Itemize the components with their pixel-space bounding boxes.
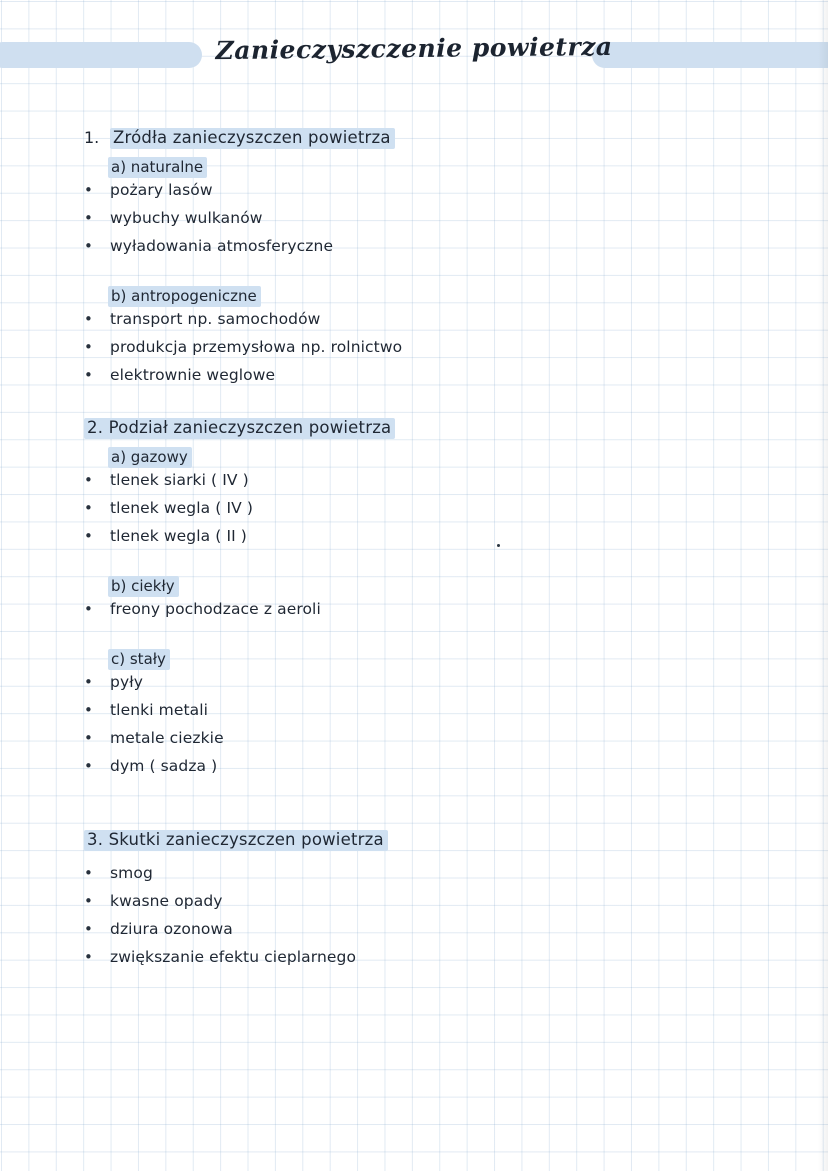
section-3 [84, 830, 724, 966]
bullet-icon: • [84, 757, 93, 776]
section-1-number: 1. [84, 128, 100, 147]
list-item-label: tlenek siarki ( IV ) [110, 470, 249, 489]
notes-content [84, 128, 724, 978]
bullet-icon: • [84, 237, 93, 256]
section-2-sub-c [108, 651, 724, 668]
section-3-title [84, 830, 388, 851]
bullet-icon: • [84, 892, 93, 911]
list-item-label: zwiększanie efektu cieplarnego [110, 948, 357, 967]
section-2-sub-c-label: c) stały [108, 649, 170, 670]
bullet-icon: • [84, 599, 93, 618]
section-1-title: Zródła zanieczyszczen powietrza [110, 128, 395, 149]
list-item [84, 238, 724, 255]
bullet-icon: • [84, 338, 93, 357]
section-1-sub-a-list [84, 182, 724, 255]
list-item [84, 528, 724, 545]
list-item [84, 674, 724, 691]
bullet-icon: • [84, 920, 93, 939]
list-item-label: metale ciezkie [110, 729, 224, 748]
section-2-sub-b [108, 578, 724, 595]
spacer [84, 556, 724, 568]
list-item [84, 182, 724, 199]
title-area [0, 31, 828, 78]
section-1-heading [84, 128, 724, 149]
section-2-title [84, 418, 395, 439]
bullet-icon: • [84, 470, 93, 489]
section-2-sub-c-list [84, 674, 724, 775]
list-item [84, 500, 724, 517]
section-2-sub-a-list [84, 472, 724, 545]
list-item [84, 472, 724, 489]
bullet-icon: • [84, 948, 93, 967]
section-2-sub-b-list [84, 601, 724, 618]
section-2-title-text: Podział zanieczyszczen powietrza [108, 417, 392, 437]
spacer [84, 629, 724, 641]
section-2-number: 2. [87, 417, 104, 437]
bullet-icon: • [84, 209, 93, 228]
section-1-sub-a-label: a) naturalne [108, 157, 207, 178]
list-item-label: wybuchy wulkanów [110, 209, 263, 228]
section-3-number: 3. [87, 830, 104, 850]
bullet-icon: • [84, 701, 93, 720]
section-1-sub-b [108, 288, 724, 305]
list-item [84, 311, 724, 328]
section-3-title-text: Skutki zanieczyszczen powietrza [108, 830, 384, 850]
list-item-label: dym ( sadza ) [110, 757, 218, 776]
list-item [84, 339, 724, 356]
page-title: Zanieczyszczenie powietrza [215, 31, 613, 66]
section-1 [84, 128, 724, 385]
list-item [84, 702, 724, 719]
bullet-icon: • [84, 864, 93, 883]
spacer [84, 396, 724, 418]
section-1-sub-b-list [84, 311, 724, 384]
bullet-icon: • [84, 672, 93, 691]
list-item-label: tlenki metali [110, 701, 209, 720]
list-item-label: transport np. samochodów [110, 310, 321, 329]
list-item [84, 949, 724, 966]
section-1-sub-a [108, 159, 724, 176]
list-item [84, 758, 724, 775]
bullet-icon: • [84, 310, 93, 329]
list-item-label: pyły [110, 672, 143, 691]
section-3-list [84, 865, 724, 966]
list-item-label: produkcja przemysłowa np. rolnictwo [110, 338, 403, 357]
spacer [84, 786, 724, 830]
list-item [84, 367, 724, 384]
list-item [84, 730, 724, 747]
list-item-label: freony pochodzace z aeroli [110, 599, 321, 618]
list-item-label: kwasne opady [110, 892, 223, 911]
list-item-label: elektrownie weglowe [110, 366, 276, 385]
section-2-heading [84, 418, 724, 439]
bullet-icon: • [84, 498, 93, 517]
bullet-icon: • [84, 526, 93, 545]
section-1-sub-b-label: b) antropogeniczne [108, 286, 261, 307]
section-2-sub-a-label: a) gazowy [108, 447, 192, 468]
list-item [84, 865, 724, 882]
list-item-label: tlenek wegla ( II ) [110, 526, 247, 545]
list-item-label: smog [110, 864, 153, 883]
section-3-heading [84, 830, 724, 851]
list-item-label: wyładowania atmosferyczne [110, 237, 334, 256]
list-item-label: tlenek wegla ( IV ) [110, 498, 253, 517]
bullet-icon: • [84, 729, 93, 748]
section-2-sub-b-label: b) ciekły [108, 576, 179, 597]
list-item-label: dziura ozonowa [110, 920, 233, 939]
bullet-icon: • [84, 366, 93, 385]
list-item [84, 893, 724, 910]
list-item-label: pożary lasów [110, 181, 213, 200]
section-2 [84, 418, 724, 776]
list-item [84, 921, 724, 938]
list-item [84, 210, 724, 227]
spacer [84, 266, 724, 278]
section-2-sub-a [108, 449, 724, 466]
bullet-icon: • [84, 181, 93, 200]
list-item [84, 601, 724, 618]
